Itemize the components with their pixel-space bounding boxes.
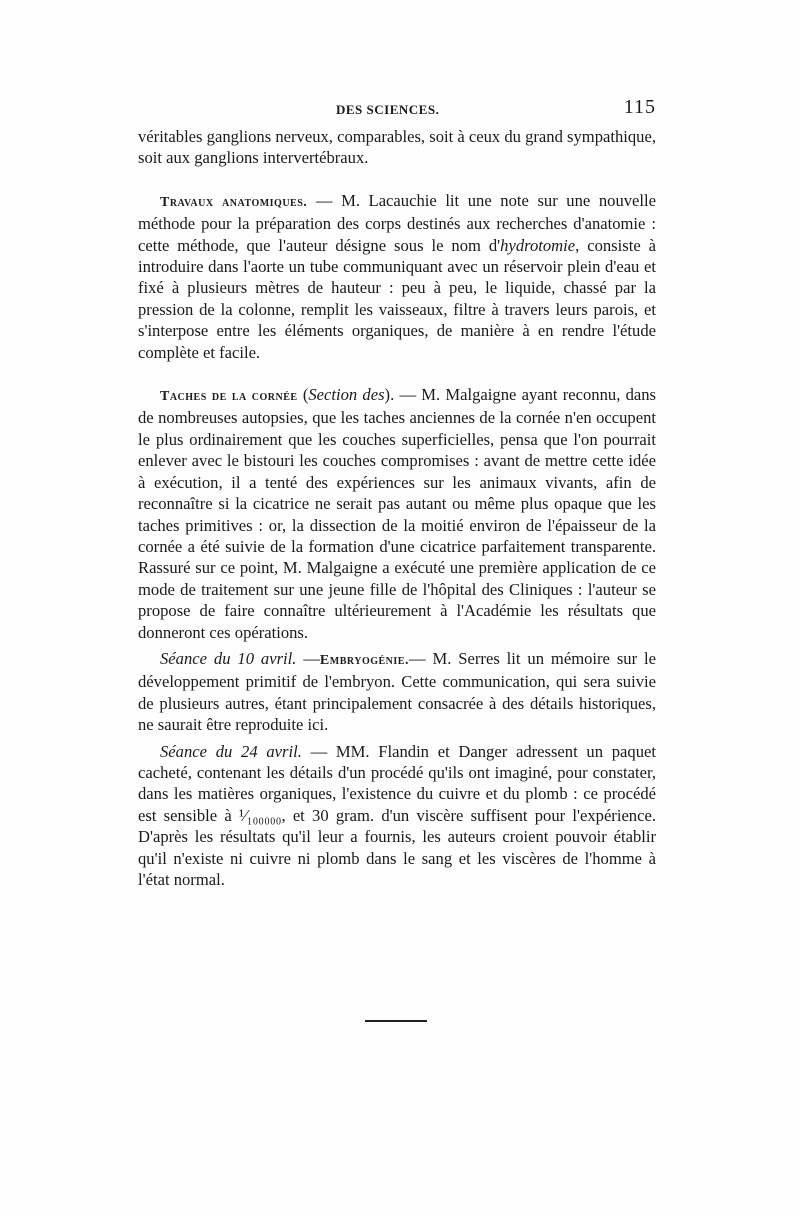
paren-close: ). <box>384 385 395 405</box>
page-body <box>138 126 656 890</box>
session-date: Séance du 24 avril. <box>160 741 302 761</box>
page-number: 115 <box>623 96 656 118</box>
paragraph-text: — M. Malgaigne ayant reconnu, dans de nombreuses autopsies, que les taches anciennes de la cornée n'en occupent le plus ordinairement que les couches superficielles, pensa que l'on pourrait enlever avec le bistouri les couches compromises : avant de mettre cette idée à exécution, il a tenté des expériences sur les animaux vivants, afin de reconnaître si la cicatrice ne serait pas autant ou même plus opaque que les taches primitives : or, la dissection de la moitié environ de l'épaisseur de la cornée a été suivie de la formation d'une cicatrice parfaitement transparente. Rassuré sur ce point, M. Malgaigne a exécuté une première application de ce mode de traitement sur une jeune fille de l'hôpital des Cliniques : l'auteur se propose de faire connaître ultérieurement à l'Académie les résultats que donneront ces opérations. <box>138 385 656 642</box>
section-reference: Section des <box>308 385 385 405</box>
page-header <box>138 98 656 126</box>
section-heading: Travaux anatomiques. <box>160 194 308 210</box>
fraction: ¹⁄₁₀₀₀₀₀ <box>238 805 282 825</box>
paren-open: ( <box>297 385 309 405</box>
italic-term: hydrotomie <box>500 235 576 255</box>
session-date: Séance du 10 avril. <box>160 648 297 668</box>
dash: — <box>296 648 320 668</box>
paragraph-text: — MM. Flandin et Danger adressent un paquet cacheté, contenant les détails d'un procédé qu'ils ont imaginé, pour constater, dans les matières organiques, l'existence du cuivre et du plomb : ce procédé est sensible à <box>138 741 656 825</box>
paragraph-text: véritables ganglions nerveux, comparables, soit à ceux du grand sympathique, soit aux ganglions intervertébraux. <box>138 127 656 168</box>
paragraph-continuation <box>138 126 656 169</box>
section-heading: Taches de la cornée <box>160 389 298 405</box>
paragraph-text: , consiste à introduire dans l'aorte un tube communiquant avec un réservoir plein d'eau et fixé à plusieurs mètres de hauteur : peu à peu, le liquide, chassé par la pression de la colonne, remplit les vaisseaux, filtre à travers leurs parois, et s'interpose entre les éléments organiques, de manière à en rendre l'étude complète et facile. <box>138 235 656 362</box>
section-heading: Embryogénie. <box>319 652 409 668</box>
running-head: DES SCIENCES. <box>336 102 440 117</box>
paragraph-text: — M. Serres lit un mémoire sur le développement primitif de l'embryon. Cette communication, qui sera suivie de plusieurs autres, étant principalement consacrée à des détails historiques, ne saurait être reproduite ici. <box>138 648 656 735</box>
paragraph-text: , et 30 gram. d'un viscère suffisent pour l'expérience. D'après les résultats qu'il leur a fournis, les auteurs croient pouvoir établir qu'il n'existe ni cuivre ni plomb dans le sang et les viscères de l'homme à l'état normal. <box>138 805 656 889</box>
paragraph-gap <box>138 169 656 190</box>
paragraph-flandin-danger <box>138 741 656 891</box>
paragraph-gap <box>138 363 656 384</box>
paragraph-embryogenie <box>138 648 656 736</box>
end-rule <box>365 1020 427 1022</box>
paragraph-text: — M. Lacauchie lit une note sur une nouvelle méthode pour la préparation des corps destinés aux recherches d'anatomie : cette méthode, que l'auteur désigne sous le nom d' <box>138 190 656 255</box>
paragraph-travaux-anatomiques <box>138 190 656 363</box>
paragraph-taches-cornee <box>138 384 656 643</box>
